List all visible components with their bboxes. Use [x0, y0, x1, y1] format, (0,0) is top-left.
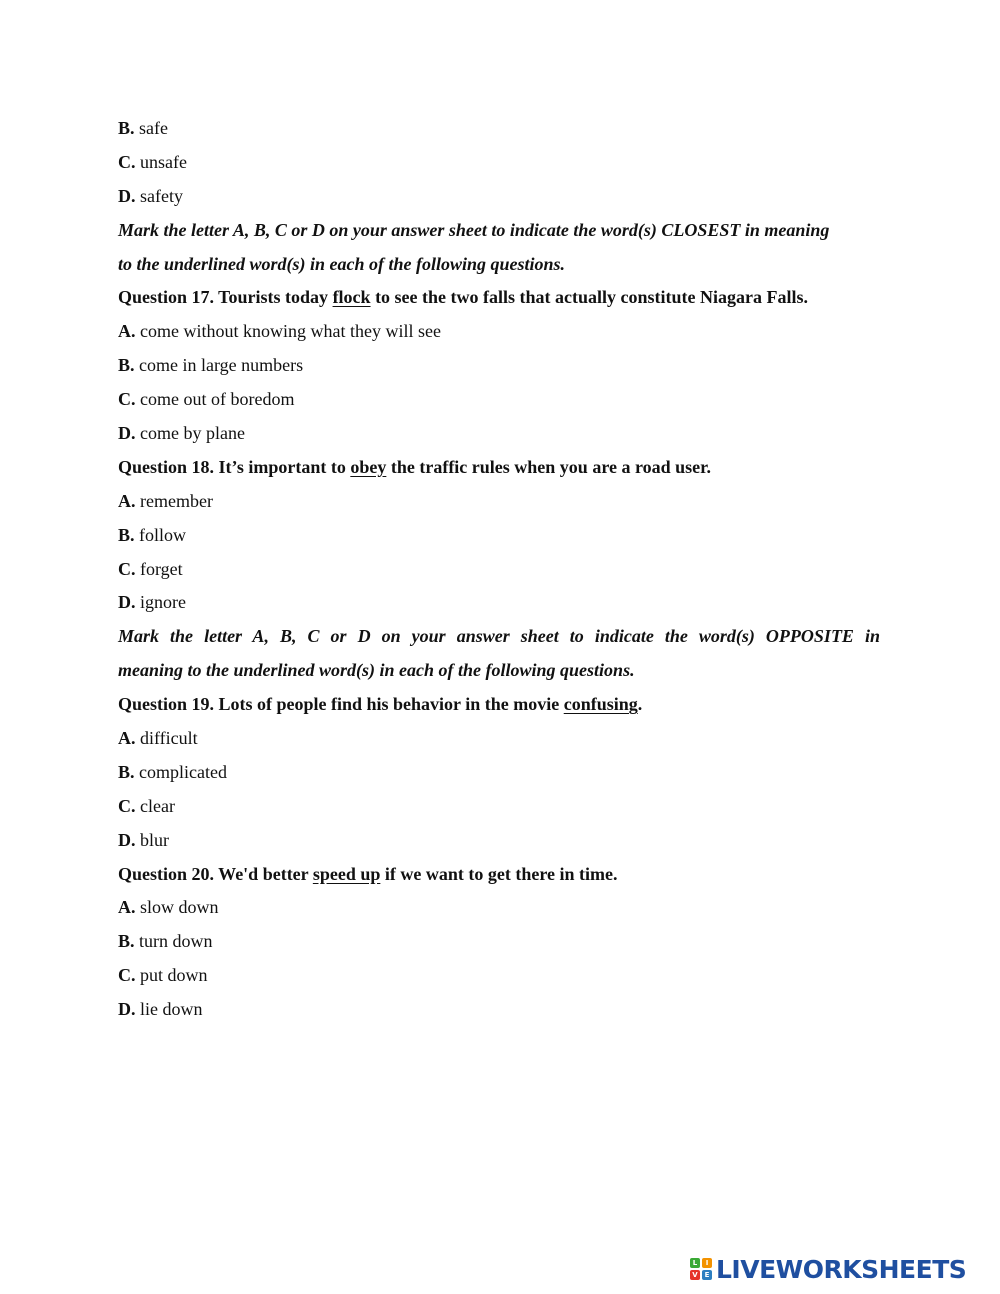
question-20: Question 20. We'd better speed up if we want to get there in time.	[118, 863, 618, 884]
option-b: B. follow	[118, 524, 187, 545]
option-a: A. slow down	[118, 897, 219, 918]
liveworksheets-logo-icon	[690, 1258, 712, 1280]
instruction-closest-line-2: to the underlined word(s) in each of the following questions.	[118, 253, 566, 274]
underlined-word: flock	[332, 287, 371, 308]
option-d: D. blur	[118, 829, 169, 850]
logo-mark-l: L	[690, 1258, 700, 1268]
instruction-closest-line-1: Mark the letter A, B, C or D on your answer sheet to indicate the word(s) CLOSEST in meaning	[118, 219, 830, 240]
option-c: C. put down	[118, 965, 208, 986]
underlined-word: obey	[350, 456, 387, 477]
option-a: A. remember	[118, 490, 213, 511]
option-b: B. turn down	[118, 931, 213, 952]
question-18: Question 18. It’s important to obey the traffic rules when you are a road user.	[118, 456, 711, 477]
underlined-word: speed up	[312, 863, 381, 884]
question-17: Question 17. Tourists today flock to see the two falls that actually constitute Niagara Falls.	[118, 287, 809, 308]
option-b: B. safe	[118, 118, 168, 138]
logo-mark-e: E	[702, 1270, 712, 1280]
option-c: C. clear	[118, 795, 175, 816]
option-c: C. come out of boredom	[118, 389, 295, 410]
option-c: C. unsafe	[118, 151, 187, 172]
underlined-word: confusing	[563, 694, 638, 715]
option-d: D. lie down	[118, 999, 203, 1020]
option-a: A. come without knowing what they will see	[118, 321, 441, 342]
option-c: C. forget	[118, 558, 183, 579]
option-d: D. ignore	[118, 592, 186, 613]
option-d: D. come by plane	[118, 423, 245, 444]
logo-mark-i: I	[702, 1258, 712, 1268]
logo-mark-v: V	[690, 1270, 700, 1280]
option-b: B. come in large numbers	[118, 355, 304, 376]
liveworksheets-logo-text: LIVEWORKSHEETS	[716, 1254, 967, 1284]
option-b: B. complicated	[118, 761, 227, 782]
instruction-opposite-line-2: meaning to the underlined word(s) in each of the following questions.	[118, 660, 635, 681]
option-d: D. safety	[118, 185, 183, 206]
option-a: A. difficult	[118, 728, 198, 749]
question-19: Question 19. Lots of people find his behavior in the movie confusing.	[118, 694, 643, 715]
worksheet-content	[118, 112, 880, 1027]
liveworksheets-logo	[690, 1254, 966, 1284]
instruction-opposite-line-1: Mark the letter A, B, C or D on your answer sheet to indicate the word(s) OPPOSITE in	[118, 626, 880, 647]
